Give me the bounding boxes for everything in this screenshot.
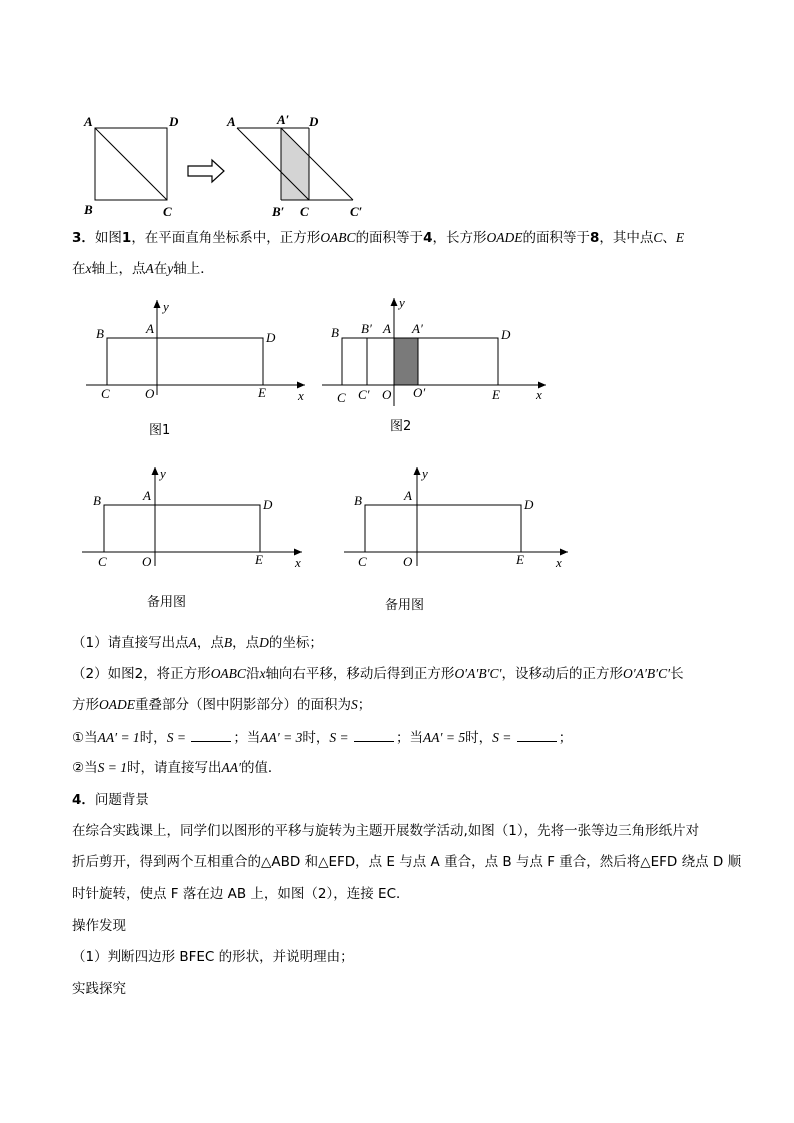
label-O: O <box>145 386 155 401</box>
label-D: D <box>263 497 273 512</box>
label-A: A <box>146 321 154 336</box>
top-translation-figure <box>70 108 390 223</box>
label-B: B <box>354 493 362 508</box>
rectangles <box>107 338 263 385</box>
figure-1-caption: 图1 <box>149 423 171 438</box>
figure-1 <box>80 292 320 442</box>
answer-blank-2[interactable] <box>354 727 394 742</box>
y-axis-arrow-icon <box>154 300 161 308</box>
answer-blank-3[interactable] <box>517 727 557 742</box>
label-E: E <box>258 385 266 400</box>
label-A: A <box>84 114 93 129</box>
q3-part2-line3: ①当AA′ = 1时，S = ；当AA′ = 3时，S = ；当AA′ = 5时，S = ； <box>72 727 572 748</box>
label-B: B <box>96 326 104 341</box>
q4-section-practice: 实践探究 <box>72 981 126 997</box>
label-C: C <box>98 554 107 569</box>
label-O-prime: O′ <box>413 385 426 400</box>
label-C-prime: C′ <box>350 204 363 219</box>
left-square <box>95 128 167 200</box>
label-B: B <box>93 493 101 508</box>
label-A: A <box>143 488 151 503</box>
label-x: x <box>536 387 542 402</box>
label-D2: D <box>309 114 319 129</box>
q3-line1: 3．如图1，在平面直角坐标系中，正方形OABC的面积等于4，长方形OADE的面积等于8，其中点C、E <box>72 230 685 246</box>
label-B: B <box>331 325 339 340</box>
q4-section-operation: 操作发现 <box>72 918 126 934</box>
label-D: D <box>524 497 534 512</box>
right-shifted-figure <box>237 128 353 200</box>
label-C-prime: C′ <box>358 387 370 402</box>
q4-part1: （1）判断四边形 BFEC 的形状，并说明理由； <box>72 949 354 965</box>
q4-paragraph-line1: 在综合实践课上，同学们以图形的平移与旋转为主题开展数学活动,如图（1），先将一张等边三角形纸片对 <box>72 823 700 839</box>
label-D: D <box>266 330 276 345</box>
rectangles <box>104 505 260 552</box>
label-D: D <box>501 327 511 342</box>
label-y: y <box>160 466 166 481</box>
q3-line2: 在x轴上，点A在y轴上． <box>72 261 214 277</box>
label-O: O <box>382 387 392 402</box>
label-O: O <box>403 554 413 569</box>
label-E: E <box>492 387 500 402</box>
label-C2: C <box>300 204 309 219</box>
overlap-shaded-region <box>394 338 418 385</box>
label-x: x <box>556 555 562 570</box>
q4-heading: 4．问题背景 <box>72 792 149 808</box>
label-E: E <box>255 552 263 567</box>
q3-part2-line2: 方形OADE重叠部分（图中阴影部分）的面积为S； <box>72 697 372 713</box>
figure-spare-2 <box>340 460 580 615</box>
figure-spare-2-caption: 备用图 <box>385 598 425 613</box>
label-C: C <box>101 386 110 401</box>
label-D: D <box>169 114 179 129</box>
q4-paragraph-line2: 折后剪开，得到两个互相重合的△ABD 和△EFD，点 E 与点 A 重合，点 B 与点 F 重合，然后将△EFD 绕点 D 顺 <box>72 854 742 870</box>
label-B-prime: B′ <box>272 204 285 219</box>
q4-paragraph-line3: 时针旋转，使点 F 落在边 AB 上，如图（2），连接 EC． <box>72 886 410 902</box>
rectangles <box>365 505 521 552</box>
y-axis-arrow-icon <box>152 467 159 475</box>
label-B: B <box>84 202 93 217</box>
label-A: A <box>383 321 391 336</box>
figure-spare-1-caption: 备用图 <box>147 595 187 610</box>
label-A-prime: A′ <box>412 321 423 336</box>
label-y: y <box>163 299 169 314</box>
label-A2: A <box>227 114 236 129</box>
label-E: E <box>516 552 524 567</box>
label-C: C <box>337 390 346 405</box>
label-y: y <box>422 466 428 481</box>
label-O: O <box>142 554 152 569</box>
q3-part1: （1）请直接写出点A，点B，点D的坐标； <box>72 635 323 651</box>
label-C: C <box>163 204 172 219</box>
figure-2-caption: 图2 <box>390 419 412 434</box>
y-axis-arrow-icon <box>414 467 421 475</box>
label-y: y <box>399 295 405 310</box>
figure-2 <box>318 290 558 440</box>
q3-part2-line4: ②当S = 1时，请直接写出AA′的值． <box>72 760 282 776</box>
answer-blank-1[interactable] <box>191 727 231 742</box>
label-C: C <box>358 554 367 569</box>
label-A: A <box>404 488 412 503</box>
q3-part2-line1: （2）如图2，将正方形OABC沿x轴向右平移，移动后得到正方形O′A′B′C′，设移动后的正方形O′A′B′C′长 <box>72 666 684 682</box>
rectangles <box>342 338 498 385</box>
label-x: x <box>298 388 304 403</box>
y-axis-arrow-icon <box>391 298 398 306</box>
figure-spare-1 <box>80 460 320 615</box>
label-x: x <box>295 555 301 570</box>
arrow-right-icon <box>188 160 224 182</box>
label-B-prime: B′ <box>361 321 372 336</box>
label-A-prime: A′ <box>277 112 290 127</box>
